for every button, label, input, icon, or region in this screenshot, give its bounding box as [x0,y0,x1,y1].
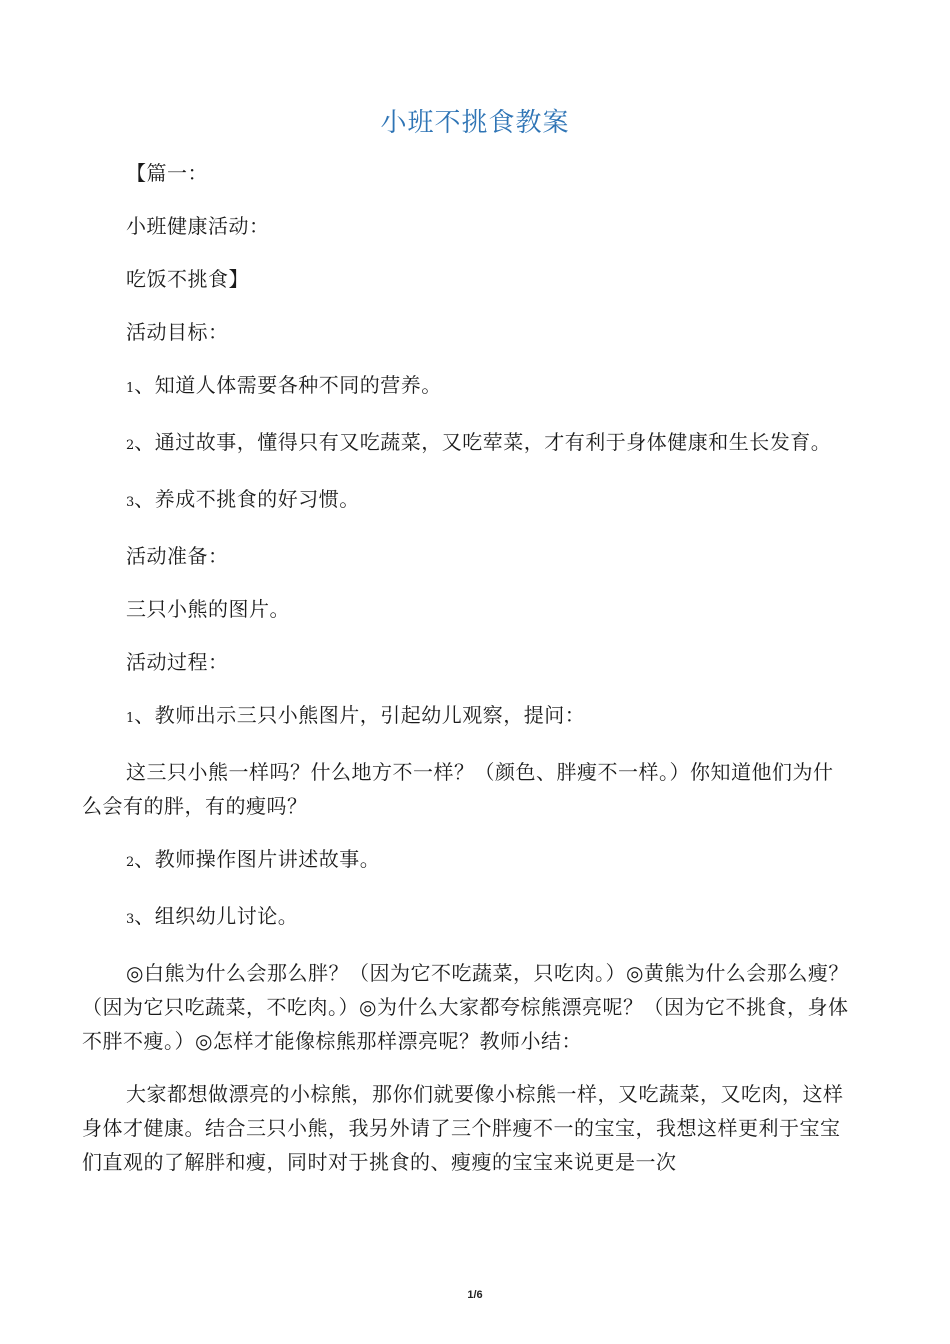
section-heading-part2: 小班健康活动： [126,214,270,238]
process-step-text: 、教师出示三只小熊图片，引起幼儿观察，提问： [134,703,586,727]
process-step [82,842,852,880]
discussion-paragraph: ◎白熊为什么会那么胖？（因为它不吃蔬菜，只吃肉。）◎黄熊为什么会那么瘦？（因为它只吃蔬菜，不吃肉。）◎为什么大家都夸棕熊漂亮呢？（因为它不挑食，身体不胖不瘦。）◎怎样才能像棕熊那样漂亮呢？教师小结： [82,961,849,1053]
question-paragraph: 这三只小熊一样吗？什么地方不一样？（颜色、胖瘦不一样。）你知道他们为什么会有的胖，有的瘦吗？ [82,760,834,818]
page-number: 1/6 [467,1289,483,1301]
list-number: 2 [126,855,135,870]
preparation-text: 三只小熊的图片。 [126,597,290,621]
process-step-text: 、教师操作图片讲述故事。 [134,847,381,871]
section-heading-part1: 【篇一： [126,161,208,185]
list-number: 1 [126,381,135,396]
goal-text: 、知道人体需要各种不同的营养。 [134,373,442,397]
list-number: 2 [126,438,135,453]
list-number: 3 [126,495,135,510]
process-step [82,698,852,736]
process-heading: 活动过程： [126,650,229,674]
goal-item [82,368,852,406]
list-number: 1 [126,711,135,726]
process-step [82,899,852,937]
goals-heading: 活动目标： [126,320,229,344]
section-heading-part3: 吃饭不挑食】 [126,267,249,291]
goal-text: 、通过故事，懂得只有又吃蔬菜，又吃荤菜，才有利于身体健康和生长发育。 [134,430,832,454]
preparation-heading: 活动准备： [126,544,229,568]
goal-item [82,425,852,463]
goal-text: 、养成不挑食的好习惯。 [134,487,360,511]
list-number: 3 [126,912,135,927]
goal-item [82,482,852,520]
process-step-text: 、组织幼儿讨论。 [134,904,299,928]
document-title: 小班不挑食教案 [380,108,570,138]
summary-paragraph: 大家都想做漂亮的小棕熊，那你们就要像小棕熊一样，又吃蔬菜，又吃肉，这样身体才健康。结合三只小熊，我另外请了三个胖瘦不一的宝宝，我想这样更利于宝宝们直观的了解胖和瘦，同时对于挑食的、瘦瘦的宝宝来说更是一次 [82,1082,844,1174]
document-body [82,156,852,1198]
